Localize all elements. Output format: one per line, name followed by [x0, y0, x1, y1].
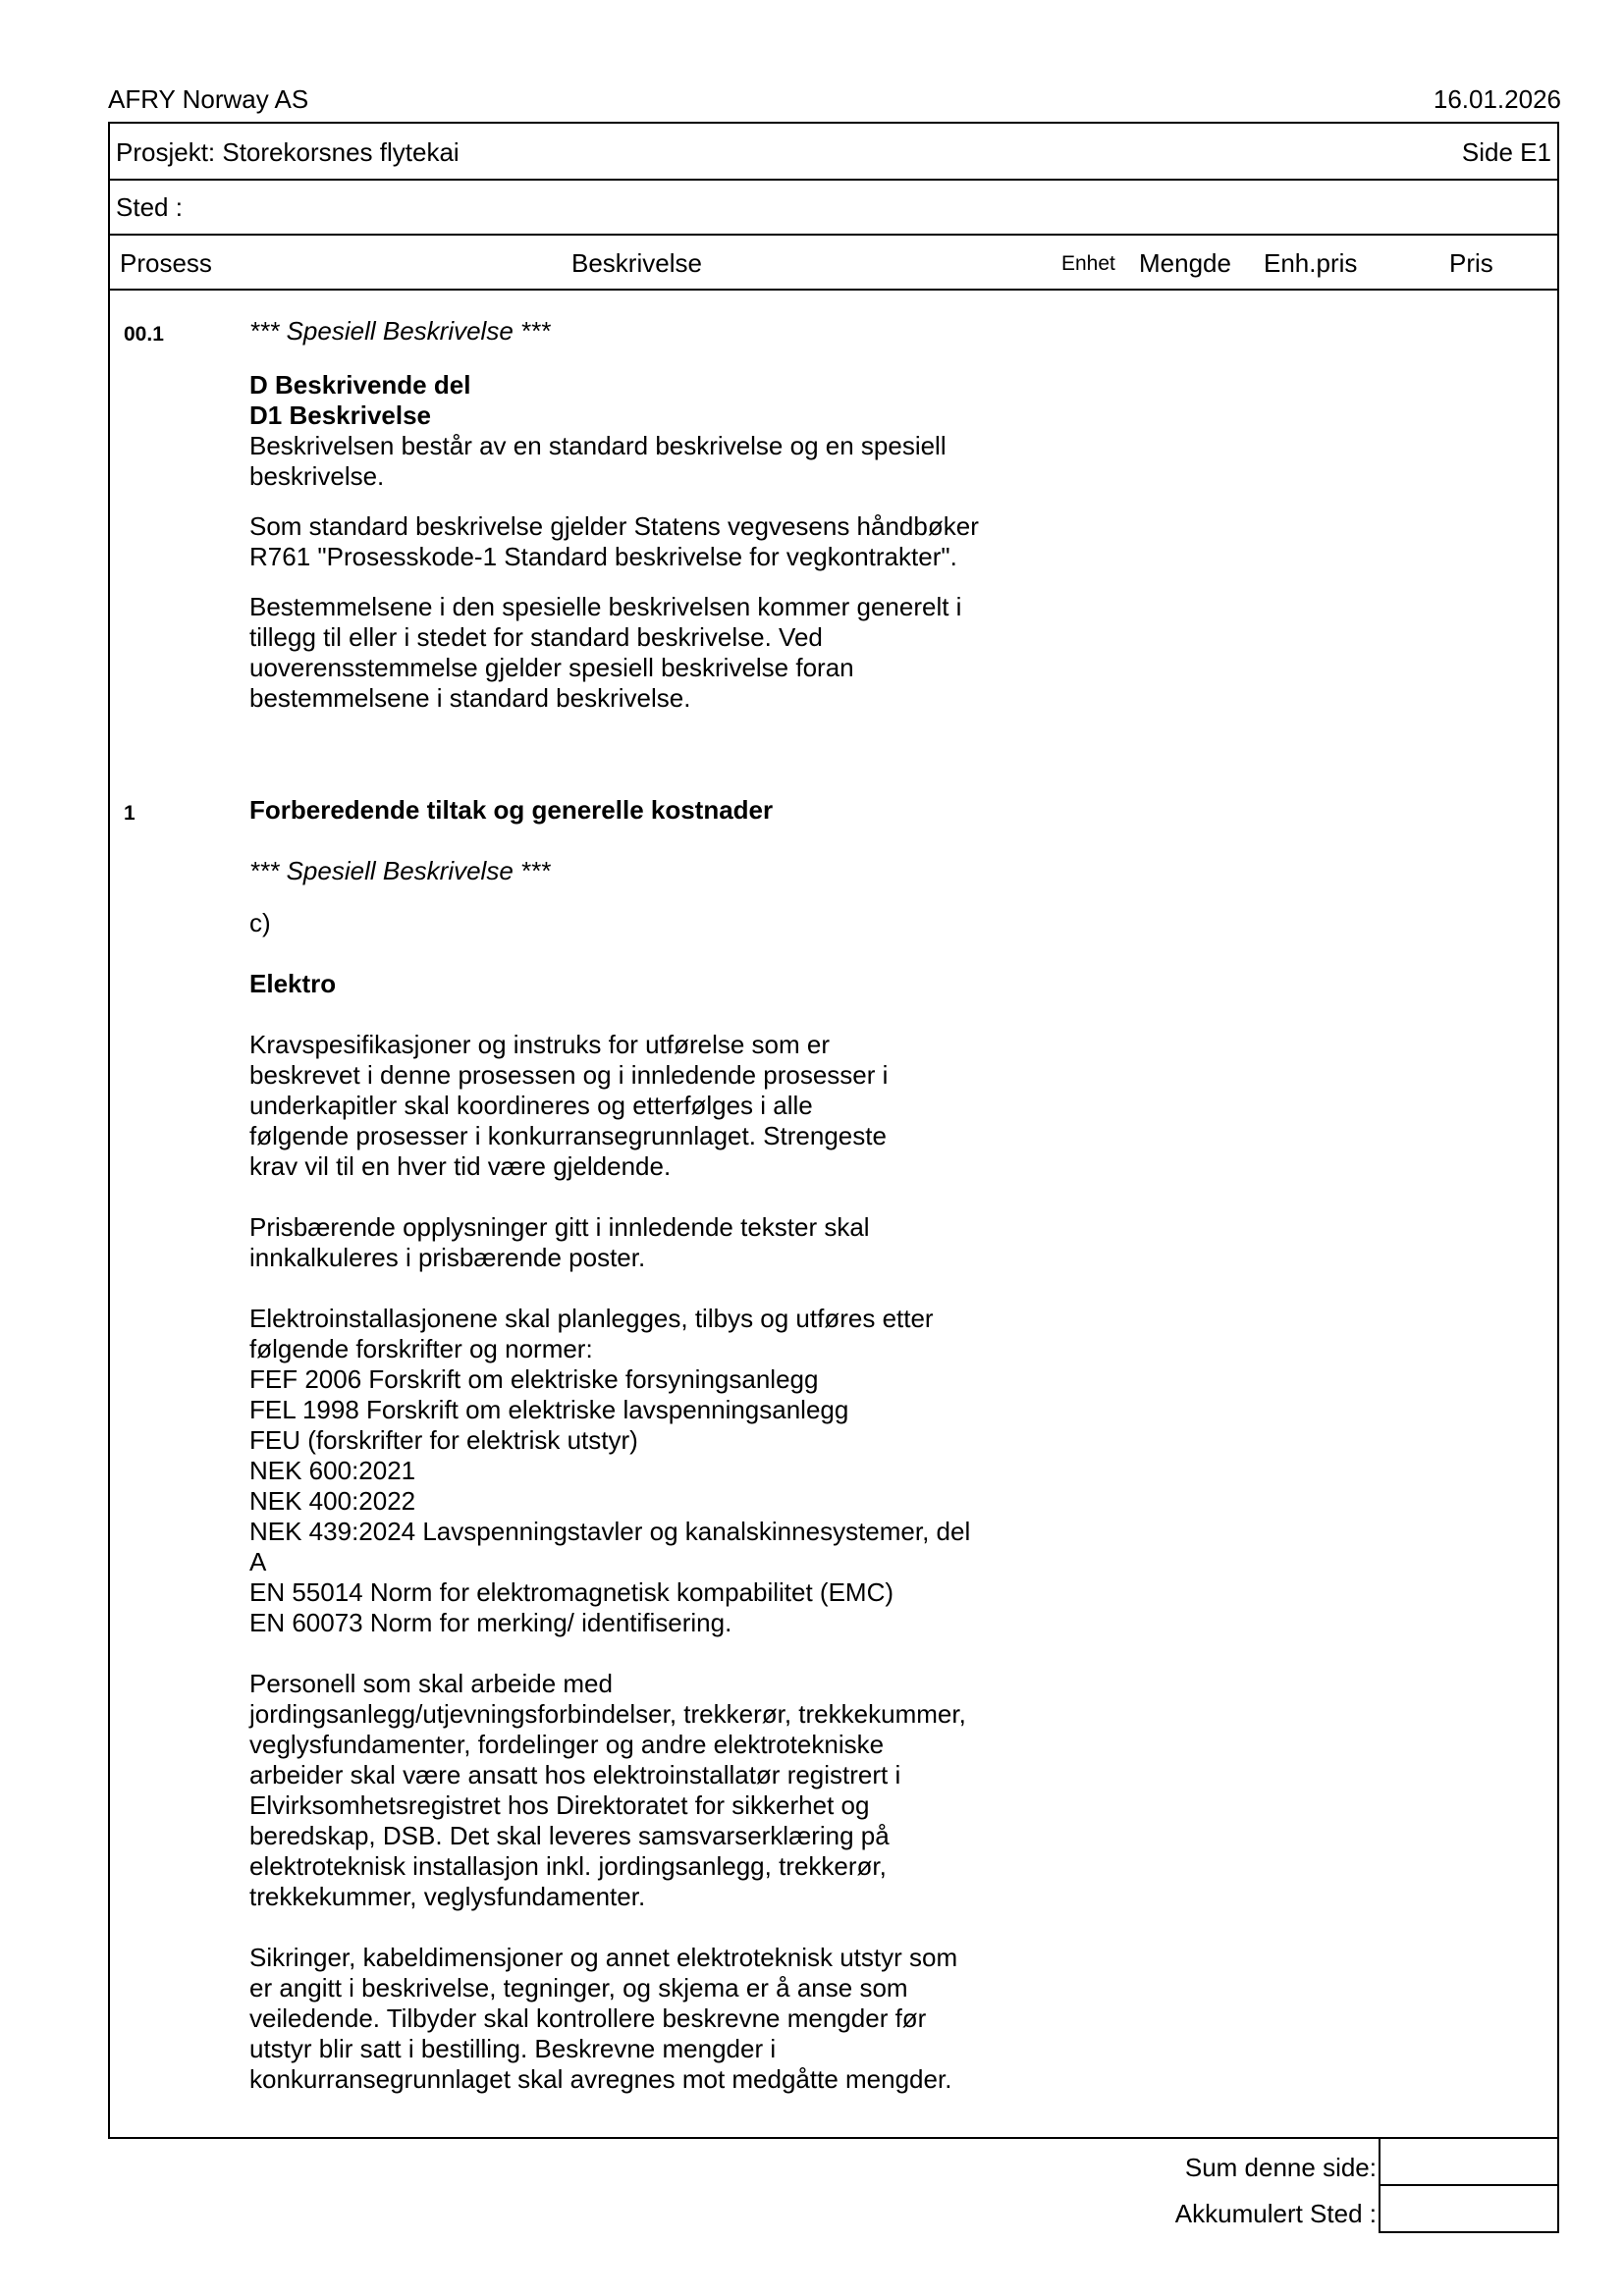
company-name: AFRY Norway AS [108, 84, 309, 114]
location-label: Sted : [116, 192, 183, 222]
project-label: Prosjekt: Storekorsnes flytekai [116, 137, 460, 167]
text-line: Sikringer, kabeldimensjoner og annet elektroteknisk utstyr som [249, 1943, 958, 1972]
text-line: Kravspesifikasjoner og instruks for utførelse som er [249, 1030, 830, 1059]
text-line: arbeider skal være ansatt hos elektroinstallatør registrert i [249, 1760, 901, 1789]
text-line: EN 55014 Norm for elektromagnetisk kompabilitet (EMC) [249, 1577, 894, 1607]
accumulated-location-field [1379, 2184, 1559, 2233]
text-line: innkalkuleres i prisbærende poster. [249, 1243, 646, 1272]
section-heading: D1 Beskrivelse [249, 400, 432, 430]
text-line: NEK 400:2022 [249, 1486, 416, 1516]
text-line: NEK 600:2021 [249, 1456, 416, 1485]
text-line: FEF 2006 Forskrift om elektriske forsyningsanlegg [249, 1364, 819, 1394]
text-line: R761 "Prosesskode-1 Standard beskrivelse for vegkontrakter". [249, 542, 957, 571]
process-description [249, 795, 1055, 2095]
text-line: krav vil til en hver tid være gjeldende. [249, 1151, 672, 1181]
text-line: elektroteknisk installasjon inkl. jordingsanlegg, trekkerør, [249, 1851, 887, 1881]
divider [110, 179, 1557, 181]
text-line: Beskrivelsen består av en standard beskrivelse og en spesiell [249, 431, 947, 460]
column-price: Pris [1449, 248, 1493, 278]
special-description-marker: *** Spesiell Beskrivelse *** [249, 316, 551, 346]
text-line: utstyr blir satt i bestilling. Beskrevne mengder i [249, 2034, 777, 2063]
sum-page-field [1379, 2137, 1559, 2186]
process-code: 00.1 [124, 323, 164, 346]
column-process: Prosess [120, 248, 212, 278]
column-unit-price: Enh.pris [1264, 248, 1358, 278]
text-line: veiledende. Tilbyder skal kontrollere beskrevne mengder før [249, 2003, 927, 2033]
text-line: EN 60073 Norm for merking/ identifisering. [249, 1608, 732, 1637]
text-line: følgende forskrifter og normer: [249, 1334, 593, 1363]
document-date: 16.01.2026 [1433, 84, 1561, 114]
document-frame [108, 122, 1559, 2139]
divider [110, 289, 1557, 291]
text-line: Bestemmelsene i den spesielle beskrivelsen kommer generelt i [249, 592, 962, 621]
process-description [249, 316, 1055, 714]
process-code: 1 [124, 802, 135, 825]
text-line: trekkekummer, veglysfundamenter. [249, 1882, 646, 1911]
text-line: beskrivelse. [249, 461, 385, 491]
text-line: FEU (forskrifter for elektrisk utstyr) [249, 1425, 638, 1455]
item-letter: c) [249, 908, 271, 937]
text-line: konkurransegrunnlaget skal avregnes mot medgåtte mengder. [249, 2064, 952, 2094]
column-description: Beskrivelse [571, 248, 702, 278]
text-line: følgende prosesser i konkurransegrunnlaget. Strengeste [249, 1121, 887, 1150]
text-line: Som standard beskrivelse gjelder Statens vegvesens håndbøker [249, 511, 979, 541]
sum-page-label: Sum denne side: [1184, 2153, 1377, 2182]
text-line: tillegg til eller i stedet for standard beskrivelse. Ved [249, 622, 823, 652]
section-heading: D Beskrivende del [249, 370, 471, 400]
divider [110, 234, 1557, 236]
special-description-marker: *** Spesiell Beskrivelse *** [249, 856, 551, 885]
text-line: Prisbærende opplysninger gitt i innledende tekster skal [249, 1212, 870, 1242]
text-line: uoverensstemmelse gjelder spesiell beskrivelse foran [249, 653, 854, 682]
text-line: FEL 1998 Forskrift om elektriske lavspenningsanlegg [249, 1395, 849, 1424]
text-line: veglysfundamenter, fordelinger og andre elektrotekniske [249, 1730, 885, 1759]
text-line: jordingsanlegg/utjevningsforbindelser, trekkerør, trekkekummer, [249, 1699, 966, 1729]
text-line: beredskap, DSB. Det skal leveres samsvarserklæring på [249, 1821, 890, 1850]
page-number: Side E1 [1461, 137, 1551, 167]
column-unit: Enhet [1061, 252, 1115, 275]
process-title: Forberedende tiltak og generelle kostnader [249, 795, 774, 825]
text-line: bestemmelsene i standard beskrivelse. [249, 683, 691, 713]
text-line: Personell som skal arbeide med [249, 1669, 613, 1698]
section-heading: Elektro [249, 969, 337, 998]
text-line: NEK 439:2024 Lavspenningstavler og kanalskinnesystemer, del [249, 1517, 971, 1546]
column-quantity: Mengde [1139, 248, 1231, 278]
text-line: underkapitler skal koordineres og etterfølges i alle [249, 1091, 813, 1120]
text-line: Elvirksomhetsregistret hos Direktoratet for sikkerhet og [249, 1790, 870, 1820]
text-line: beskrevet i denne prosessen og i innledende prosesser i [249, 1060, 889, 1090]
text-line: A [249, 1547, 267, 1576]
text-line: er angitt i beskrivelse, tegninger, og skjema er å anse som [249, 1973, 908, 2002]
accumulated-location-label: Akkumulert Sted : [1174, 2199, 1377, 2228]
text-line: Elektroinstallasjonene skal planlegges, tilbys og utføres etter [249, 1304, 934, 1333]
